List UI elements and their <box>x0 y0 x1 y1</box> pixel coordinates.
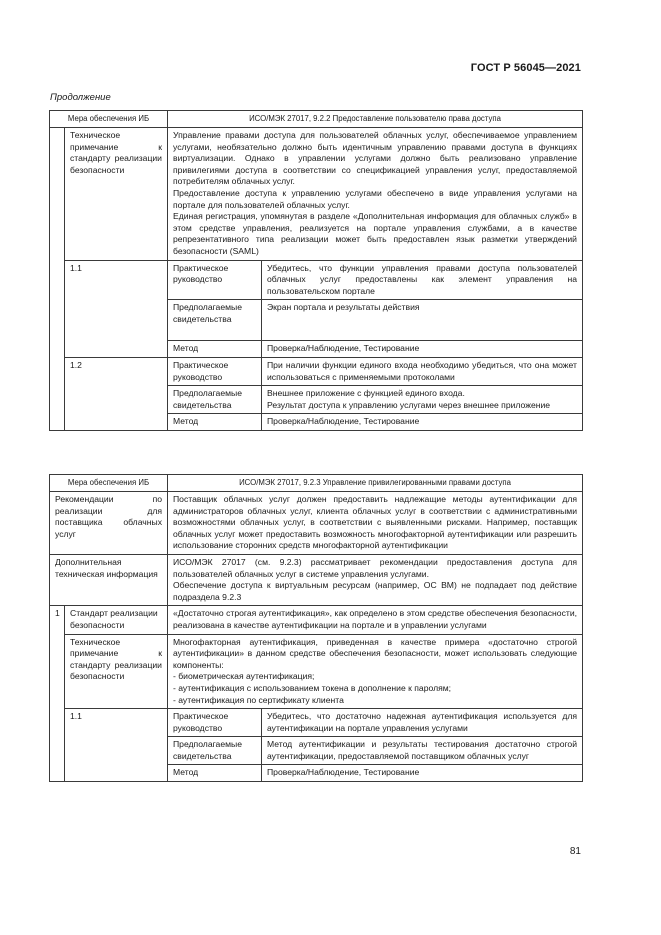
header-measure: Мера обеспечения ИБ <box>50 111 168 128</box>
recommendation-label: Рекомендации по реализации для поставщика облачных услуг <box>50 492 168 555</box>
standard-text: «Достаточно строгая аутентификация», как определено в этом средстве обеспечения безопасности, реализована в качестве аутентификации на портале и в управлении услугами <box>168 606 583 634</box>
additional-info-text <box>168 554 583 605</box>
table-privileged-access <box>49 474 583 782</box>
table-row <box>50 357 583 385</box>
list-item: - биометрическая аутентификация; <box>173 671 315 682</box>
header-measure: Мера обеспечения ИБ <box>50 475 168 492</box>
cell-text: Убедитесь, что функции управления правами доступа пользователей облачных услуг предоставлены как элемент управления на пользовательском портале <box>262 260 583 300</box>
cell-text: Экран портала и результаты действия <box>262 300 583 341</box>
table-access-rights <box>49 110 583 431</box>
tech-note-text <box>168 634 583 709</box>
table-header-row <box>50 111 583 128</box>
cell-label: Предполагаемые свидетельства <box>168 386 262 414</box>
tech-note-label: Техническое примечание к стандарту реализации безопасности <box>65 128 168 261</box>
blank-cell <box>50 128 65 431</box>
row-number: 1.1 <box>65 260 168 357</box>
cell-label: Метод <box>168 765 262 782</box>
row-number: 1 <box>50 606 65 782</box>
cell-label: Метод <box>168 414 262 431</box>
continuation-label: Продолжение <box>50 92 111 103</box>
tech-note-text <box>168 128 583 261</box>
paragraph: Обеспечение доступа к виртуальным ресурсам (например, ОС ВМ) не подпадает под действие подраздела 9.2.3 <box>173 580 578 602</box>
cell-text: Убедитесь, что достаточно надежная аутентификация используется для аутентификации на портале управления услугами <box>262 709 583 737</box>
header-clause: ИСО/МЭК 27017, 9.2.3 Управление привилегированными правами доступа <box>168 475 583 492</box>
header-clause: ИСО/МЭК 27017, 9.2.2 Предоставление пользователю права доступа <box>168 111 583 128</box>
paragraph: Многофакторная аутентификация, приведенная в качестве примера «достаточно строгой аутентификации» в данном средстве обеспечения безопасности, может использовать следующие компоненты: <box>173 636 578 670</box>
table-row <box>50 128 583 261</box>
cell-label: Метод <box>168 341 262 358</box>
tech-note-label: Техническое примечание к стандарту реализации безопасности <box>65 634 168 709</box>
row-number: 1.2 <box>65 357 168 430</box>
list-item: - аутентификация с использованием токена в дополнение к паролям; <box>173 682 452 693</box>
cell-label: Предполагаемые свидетельства <box>168 737 262 765</box>
standard-label: Стандарт реализации безопасности <box>65 606 168 634</box>
cell-text: Проверка/Наблюдение, Тестирование <box>262 765 583 782</box>
cell-text: Проверка/Наблюдение, Тестирование <box>262 341 583 358</box>
table-row <box>50 554 583 605</box>
row-number: 1.1 <box>65 709 168 782</box>
table-header-row <box>50 475 583 492</box>
cell-label: Практическое руководство <box>168 260 262 300</box>
paragraph: ИСО/МЭК 27017 (см. 9.2.3) рассматривает рекомендации предоставления доступа для пользователей облачных услуг в системе управления услугами. <box>173 556 578 579</box>
cell-text: При наличии функции единого входа необходимо убедиться, что она может использоваться с применяемыми протоколами <box>262 357 583 385</box>
additional-info-label: Дополнительная техническая информация <box>50 554 168 605</box>
cell-text: Проверка/Наблюдение, Тестирование <box>262 414 583 431</box>
recommendation-text: Поставщик облачных услуг должен предоставить надлежащие методы аутентификации для администраторов облачных услуг, клиента облачных услуг в соответствии с административными возможностями облачных услуг, в соответствии с выявленными рисками. Например, поставщик облачных услуг может предоставить возможность многофакторной аутентификации или разрешить использование сторонних средств многофакторной аутентификации <box>168 492 583 555</box>
paragraph: Единая регистрация, упомянутая в разделе «Дополнительная информация для облачных служб» в этом средстве управления, реализуется на портале управления службами, а в качестве репрезентативного типа реализации может быть предоставлен язык разметки утверждений безопасности (SAML) <box>173 211 577 256</box>
paragraph: Предоставление доступа к управлению услугами обеспечено в виде управления услугами на портале для пользователей облачных услуг. <box>173 187 577 210</box>
list-item: - аутентификация по сертификату клиента <box>173 694 344 705</box>
page-number: 81 <box>569 846 581 857</box>
standard-number: ГОСТ Р 56045—2021 <box>470 62 581 74</box>
table-row <box>50 709 583 737</box>
table-row <box>50 606 583 634</box>
cell-label: Практическое руководство <box>168 709 262 737</box>
cell-label: Предполагаемые свидетельства <box>168 300 262 341</box>
paragraph: Управление правами доступа для пользователей облачных услуг, обеспечиваемое управлением услугами, необязательно должно быть идентичным управлению правами доступа в функциях виртуализации. Однако в управлении услугами должно быть реализовано управление привилегиями доступа в соответствии со спецификацией управления услуг, предоставляемой потребителям облачных услуг. <box>173 130 577 187</box>
cell-text: Метод аутентификации и результаты тестирования достаточно строгой аутентификации, предоставляемой поставщиком облачных услуг <box>262 737 583 765</box>
table-row <box>50 634 583 709</box>
table-row <box>50 260 583 300</box>
table-row <box>50 492 583 555</box>
cell-text: Внешнее приложение с функцией единого входа. Результат доступа к управлению услугами через внешнее приложение <box>262 386 583 414</box>
cell-label: Практическое руководство <box>168 357 262 385</box>
